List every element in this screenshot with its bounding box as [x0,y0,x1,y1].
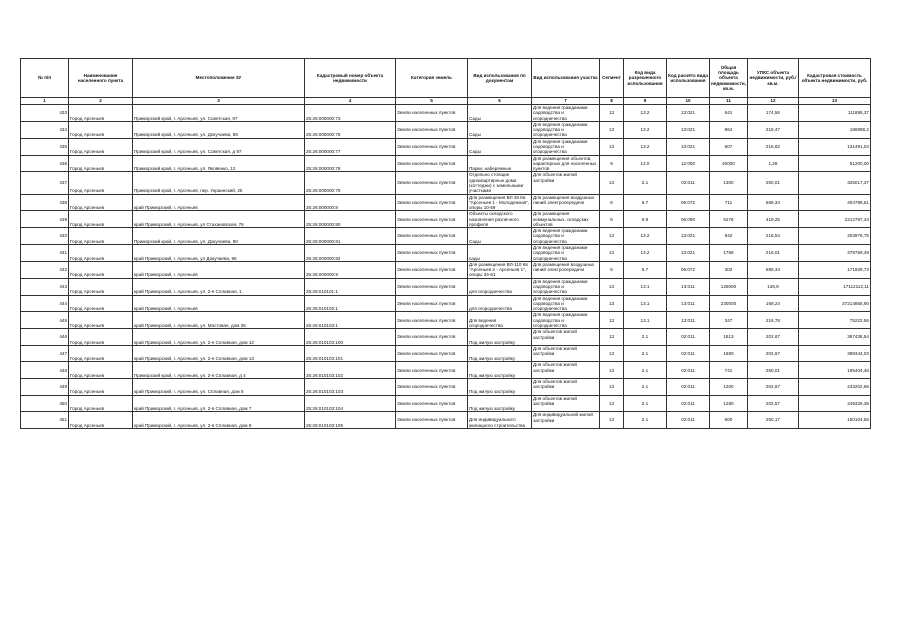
table-cell: 13.2 [624,121,667,138]
column-number: 10 [667,98,710,105]
table-cell: 202,67 [747,379,798,396]
table-row [21,245,871,262]
table-cell: 1280 [710,395,748,412]
table-cell: 6 [600,194,624,211]
table-cell: 13 [600,379,624,396]
table-cell: 25:26:000000:9 [305,261,396,278]
table-cell: Город Арсеньев [69,121,133,138]
table-cell: Город Арсеньев [69,379,133,396]
table-cell: 13:021 [667,121,710,138]
table-cell: 202,57 [747,395,798,412]
table-cell: 25:26:000000:77 [305,138,396,155]
column-number: 8 [600,98,624,105]
table-cell: для огородничества [468,295,532,312]
table-cell: 186988,2 [798,121,870,138]
table-cell: 13 [600,412,624,429]
table-cell: 2.1 [624,345,667,362]
table-cell: Город Арсеньев [69,105,133,122]
table-cell: Приморский край, г. Арсеньев, ул. Яковенко, 12 [133,155,305,172]
column-header: УПКС объекта недвижимости, руб./кв.м. [747,59,798,98]
table-cell: край Приморский, г. Арсеньев [133,194,305,211]
table-row [21,362,871,379]
table-cell: 1813 [710,329,748,346]
table-cell: Город Арсеньев [69,211,133,228]
table-cell: Для ведения гражданами садоводства и огородничества [532,245,600,262]
table-cell: 942 [710,228,748,245]
table-cell: Приморский край, г. Арсеньев, ул. Советская, д 97 [133,138,305,155]
table-cell: Приморский край, г. Арсеньев, ул. Докучаева, 86 [133,121,305,138]
table-cell: Под жилую застройку [468,345,532,362]
table-cell: 216,54 [747,228,798,245]
table-cell: 448 [21,362,69,379]
table-cell: 13:021 [667,105,710,122]
column-header: Вид использования по документам [468,59,532,98]
table-cell: 569,34 [747,194,798,211]
table-cell: 185404,46 [798,362,870,379]
column-number: 1 [21,98,69,105]
table-cell: 37214865,90 [798,295,870,312]
table-row [21,194,871,211]
table-cell: 13.1 [624,295,667,312]
table-cell: 25:26:010103:105 [305,412,396,429]
table-cell: 1,28 [747,155,798,172]
table-cell: Земли населенных пунктов [396,194,468,211]
column-number-row [21,98,871,105]
table-cell: 433 [21,105,69,122]
table-cell: 711 [710,194,748,211]
column-header: Кадастровая стоимость объекта недвижимости, руб. [798,59,870,98]
column-number: 13 [798,98,870,105]
column-header: Вид использования участка [532,59,600,98]
table-cell: Для объектов жилой застройки [532,329,600,346]
table-cell: 440 [21,228,69,245]
table-cell: Город Арсеньев [69,395,133,412]
table-cell: Отдельно стоящие одноквартирные дома (коттеджи) с земельными участками [468,172,532,194]
table-cell: 150104,56 [798,412,870,429]
table-cell: Для ведения гражданами садоводства и огородничества [532,138,600,155]
column-number: 12 [747,98,798,105]
table-cell: 25:26:000000:8 [305,194,396,211]
table-cell: 250,17 [747,412,798,429]
table-cell: край Приморский, г. Арсеньев [133,261,305,278]
table-row [21,329,871,346]
table-cell: 6.7 [624,194,667,211]
table-cell: 25:26:000000:80 [305,211,396,228]
table-cell: 02:011 [667,329,710,346]
table-cell: Город Арсеньев [69,194,133,211]
table-cell: Земли населенных пунктов [396,172,468,194]
table-cell: 13:021 [667,138,710,155]
table-cell: Парки, набережные [468,155,532,172]
table-cell: 2.1 [624,329,667,346]
table-cell: Город Арсеньев [69,228,133,245]
table-cell: край Приморский, г. Арсеньев, ул. 2-я Сплавная, 1 [133,278,305,295]
table-cell: 250,01 [747,172,798,194]
table-cell: 131491,04 [798,138,870,155]
table-cell: 125000 [710,278,748,295]
table-cell: Для объектов жилой застройки [532,379,600,396]
table-cell: Земли населенных пунктов [396,329,468,346]
table-cell: 302 [710,261,748,278]
table-cell: край Приморский, г. Арсеньев, ул. Мостовая, дом 36 [133,312,305,329]
table-cell: 442 [21,261,69,278]
table-cell: 25:26:000000:73 [305,105,396,122]
table-cell: 325017,37 [798,172,870,194]
table-cell: край Приморский, г. Арсеньев, ул. Сплавная, дом 5 [133,379,305,396]
table-cell: Для ведения гражданами садоводства и огородничества [532,312,600,329]
table-row [21,379,871,396]
table-cell: 1200 [710,379,748,396]
table-cell: 607 [710,138,748,155]
table-cell: 25:26:010103:104 [305,395,396,412]
table-cell: Под жилую застройку [468,362,532,379]
table-cell: Город Арсеньев [69,245,133,262]
table-cell: 741 [710,362,748,379]
table-cell: Город Арсеньев [69,138,133,155]
table-cell: 13 [600,245,624,262]
table-cell: Под жилую застройку [468,379,532,396]
table-cell: 06:090 [667,211,710,228]
table-cell: 13 [600,278,624,295]
table-cell: Для размещения ВЛ-110 Кв "Арсеньев 2 - Арсеньев 1", опоры 34-61 [468,261,532,278]
table-cell: 250,01 [747,362,798,379]
table-cell: Для объектов жилой застройки [532,345,600,362]
table-cell: Для объектов жилой застройки [532,395,600,412]
table-cell: 13 [600,395,624,412]
table-cell: Для ведения гражданами садоводства и огородничества [532,295,600,312]
table-cell: Для ведения гражданами садоводства и огородничества [532,278,600,295]
table-cell: край Приморский, г. Арсеньев [133,295,305,312]
table-cell: 438 [21,194,69,211]
table-cell: Сады [468,138,532,155]
column-number: 9 [624,98,667,105]
table-cell: 445 [21,312,69,329]
table-cell: 13 [600,362,624,379]
table-cell: 249326,38 [798,395,870,412]
table-cell: 1758 [710,245,748,262]
table-cell: Город Арсеньев [69,312,133,329]
table-cell: 6.9 [624,211,667,228]
table-cell: 06:072 [667,194,710,211]
table-cell: 444 [21,295,69,312]
table-cell: Для ведения гражданами садоводства и огородничества [532,228,600,245]
table-cell: 25:26:000000:79 [305,172,396,194]
table-cell: 446 [21,329,69,346]
table-cell: 06:072 [667,261,710,278]
table-row [21,345,871,362]
table-cell: 51200,00 [798,155,870,172]
table-cell: 02:011 [667,362,710,379]
table-cell: 13 [600,295,624,312]
table-cell: 1300 [710,172,748,194]
table-cell: Город Арсеньев [69,278,133,295]
column-header: Кадастровый номер объекта недвижимости [305,59,396,98]
table-cell: Земли населенных пунктов [396,155,468,172]
table-cell: 02:011 [667,345,710,362]
table-cell: 202,67 [747,345,798,362]
column-number: 6 [468,98,532,105]
table-cell: 600 [710,412,748,429]
table-cell: 379759,49 [798,245,870,262]
table-row [21,121,871,138]
table-cell: Под жилую застройку [468,329,532,346]
column-number: 3 [133,98,305,105]
table-row [21,228,871,245]
table-cell: 203976,75 [798,228,870,245]
table-cell: Земли населенных пунктов [396,295,468,312]
table-cell: 230000 [710,295,748,312]
column-header: Сегмент [600,59,624,98]
table-cell: 25:26:000000:81 [305,228,396,245]
table-cell: Для размещения коммунальных, складских объектов [532,211,600,228]
table-cell: 2.1 [624,412,667,429]
table-cell: 443 [21,278,69,295]
table-cell: 13 [600,138,624,155]
table-cell: 599,34 [747,261,798,278]
table-row [21,155,871,172]
table-cell: 13 [600,329,624,346]
table-cell: 435 [21,138,69,155]
table-cell: 13.2 [624,245,667,262]
table-cell: 6 [600,211,624,228]
table-cell: Сады [468,105,532,122]
table-cell: 02:011 [667,412,710,429]
table-cell: 13 [600,312,624,329]
table-cell: Земли населенных пунктов [396,138,468,155]
table-cell: Для размещения ВЛ 35 Кв "Арсеньев 1 - Молодежная", опоры 10-59 [468,194,532,211]
table-cell: 450 [21,395,69,412]
table-cell: 216,78 [747,312,798,329]
table-cell: Под жилую застройку [468,395,532,412]
column-header: № п/п [21,59,69,98]
table-cell: 447 [21,345,69,362]
table-cell: Город Арсеньев [69,261,133,278]
table-cell: 13 [600,228,624,245]
table-cell: 2.1 [624,362,667,379]
table-cell: 434 [21,121,69,138]
table-cell: 13:011 [667,278,710,295]
table-cell: 451 [21,412,69,429]
table-cell: край Приморский, г. Арсеньев, ул. 2-я Сплавная, дом 9 [133,412,305,429]
table-row [21,295,871,312]
table-cell: Для ведения огородничества [468,312,532,329]
table-cell: край Приморский, г. Арсеньев, ул. 2-я Сплавная, дом 7 [133,395,305,412]
table-cell: 1690 [710,345,748,362]
table-cell: Земли населенных пунктов [396,211,468,228]
table-cell: 2212797,43 [798,211,870,228]
table-cell: 25:26:010102:1 [305,295,396,312]
table-row [21,105,871,122]
table-cell: 404798,51 [798,194,870,211]
table-cell: 13 [600,345,624,362]
table-cell: 75222,56 [798,312,870,329]
table-cell: 25:26:010103:1 [305,312,396,329]
table-cell: 25:26:010101:1 [305,278,396,295]
column-header: Местоположение ЗУ [133,59,305,98]
table-cell: 399344,03 [798,345,870,362]
table-cell: 169,24 [747,295,798,312]
table-cell: Для ведения гражданами садоводства и огородничества [532,105,600,122]
table-cell: Город Арсеньев [69,362,133,379]
table-cell: 641 [710,105,748,122]
table-cell: 243202,66 [798,379,870,396]
table-cell: Земли населенных пунктов [396,121,468,138]
table-cell: Для индивидуального жилищного строительства [468,412,532,429]
table-cell: 2.1 [624,395,667,412]
table-cell: Приморский край, г. Арсеньев, пер. Украинский, 25 [133,172,305,194]
table-cell: 6 [600,261,624,278]
table-cell: Земли населенных пунктов [396,245,468,262]
table-cell: край Приморский, г. Арсеньев, ул. 2-я Сплавная, дом 12 [133,329,305,346]
column-header: Общая площадь объекта недвижимости, кв.м. [710,59,748,98]
table-cell: край Приморский, г. Арсеньев, ул. 2-я Сплавная, дом 13 [133,345,305,362]
table-cell: Земли населенных пунктов [396,312,468,329]
table-row [21,278,871,295]
table-cell: Приморский край, г. Арсеньев, ул. 2-я Сплавная, д 4 [133,362,305,379]
table-cell: Земли населенных пунктов [396,228,468,245]
column-number: 7 [532,98,600,105]
table-cell: 441 [21,245,69,262]
table-cell: 449 [21,379,69,396]
table-cell: 13.2 [624,228,667,245]
column-number: 4 [305,98,396,105]
table-cell: 2.1 [624,172,667,194]
table-cell: 40000 [710,155,748,172]
table-row [21,211,871,228]
table-row [21,261,871,278]
table-cell: Город Арсеньев [69,329,133,346]
table-cell: 864 [710,121,748,138]
table-cell: 5276 [710,211,748,228]
table-cell: 02:011 [667,379,710,396]
table-cell: 25:26:000000:78 [305,155,396,172]
table-cell: 17112112,11 [798,278,870,295]
table-cell: Сады [468,228,532,245]
table-cell: Для ведения гражданами садоводства и огородничества [532,121,600,138]
table-cell: 13:021 [667,228,710,245]
table-cell: 25:26:000000:76 [305,121,396,138]
table-cell: Земли населенных пунктов [396,345,468,362]
table-cell: 13.1 [624,312,667,329]
table-cell: Город Арсеньев [69,155,133,172]
table-cell: 13.2 [624,138,667,155]
table-cell: 13 [600,105,624,122]
table-cell: Земли населенных пунктов [396,379,468,396]
table-cell: 111895,37 [798,105,870,122]
table-cell: Приморский край, г. Арсеньев, ул. Советская, 97 [133,105,305,122]
table-cell: 216,47 [747,121,798,138]
table-cell: 25:26:010103:100 [305,329,396,346]
column-number: 5 [396,98,468,105]
column-number: 11 [710,98,748,105]
table-cell: Город Арсеньев [69,295,133,312]
table-cell: Земли населенных пунктов [396,261,468,278]
table-cell: 2.1 [624,379,667,396]
column-header: Код расчёта вида использования [667,59,710,98]
table-cell: 13:011 [667,295,710,312]
table-cell: Для индивидуальной жилой застройки [532,412,600,429]
table-row [21,172,871,194]
table-cell: Для объектов жилой застройки [532,172,600,194]
column-number: 2 [69,98,133,105]
cadastral-value-table [20,58,871,429]
table-cell: 25:26:010103:102 [305,362,396,379]
header-row [21,59,871,98]
table-cell: Земли населенных пунктов [396,395,468,412]
table-row [21,395,871,412]
table-cell: Для размещения объектов, характерных для населенных пунктов [532,155,600,172]
table-cell: 12:000 [667,155,710,172]
table-cell: 136,9 [747,278,798,295]
table-cell: 25:26:010103:101 [305,345,396,362]
table-cell: Город Арсеньев [69,345,133,362]
table-cell: 13.1 [624,278,667,295]
table-cell: 9 [600,155,624,172]
table-cell: край Приморский, г. Арсеньев, ул Докучаева, 96 [133,245,305,262]
table-cell: 13:021 [667,245,710,262]
table-row [21,138,871,155]
table-cell: 216,01 [747,245,798,262]
table-cell: 13:011 [667,312,710,329]
table-row [21,412,871,429]
table-cell: край Приморский, г. Арсеньев, ул Стахановская, 76 [133,211,305,228]
table-cell: 02:011 [667,395,710,412]
table-cell: 437 [21,172,69,194]
table-cell: Город Арсеньев [69,412,133,429]
table-cell: 174,56 [747,105,798,122]
table-cell: сады [468,245,532,262]
column-header: Наименование населенного пункта [69,59,133,98]
table-cell: Для объектов жилой застройки [532,362,600,379]
table-cell: Сады [468,121,532,138]
table-cell: 02:011 [667,172,710,194]
table-cell: 6.7 [624,261,667,278]
table-cell: Земли населенных пунктов [396,278,468,295]
table-cell: Город Арсеньев [69,172,133,194]
table-cell: 367438,54 [798,329,870,346]
table-cell: 171939,73 [798,261,870,278]
table-cell: 12.0 [624,155,667,172]
table-cell: 25:26:010103:103 [305,379,396,396]
table-cell: 347 [710,312,748,329]
table-cell: 13 [600,121,624,138]
column-header: Категория земель [396,59,468,98]
table-cell: Объекты складского назначения различного профиля [468,211,532,228]
table-cell: 216,62 [747,138,798,155]
table-cell: для огородничества [468,278,532,295]
table-cell: Приморский край, г. Арсеньев, ул. Докучаева, 90 [133,228,305,245]
table-cell: 436 [21,155,69,172]
table-cell: 13.2 [624,105,667,122]
table-cell: 202,67 [747,329,798,346]
table-cell: 419,25 [747,211,798,228]
table-cell: Земли населенных пунктов [396,412,468,429]
table-cell: 13 [600,172,624,194]
table-cell: 439 [21,211,69,228]
table-cell: Земли населенных пунктов [396,105,468,122]
table-row [21,312,871,329]
table-cell: 25:26:000000:82 [305,245,396,262]
column-header: Код вида разрешенного использования [624,59,667,98]
table-cell: Для размещения воздушных линий электропередачи [532,261,600,278]
table-cell: Для размещения воздушных линий электропередачи [532,194,600,211]
table-cell: Земли населенных пунктов [396,362,468,379]
